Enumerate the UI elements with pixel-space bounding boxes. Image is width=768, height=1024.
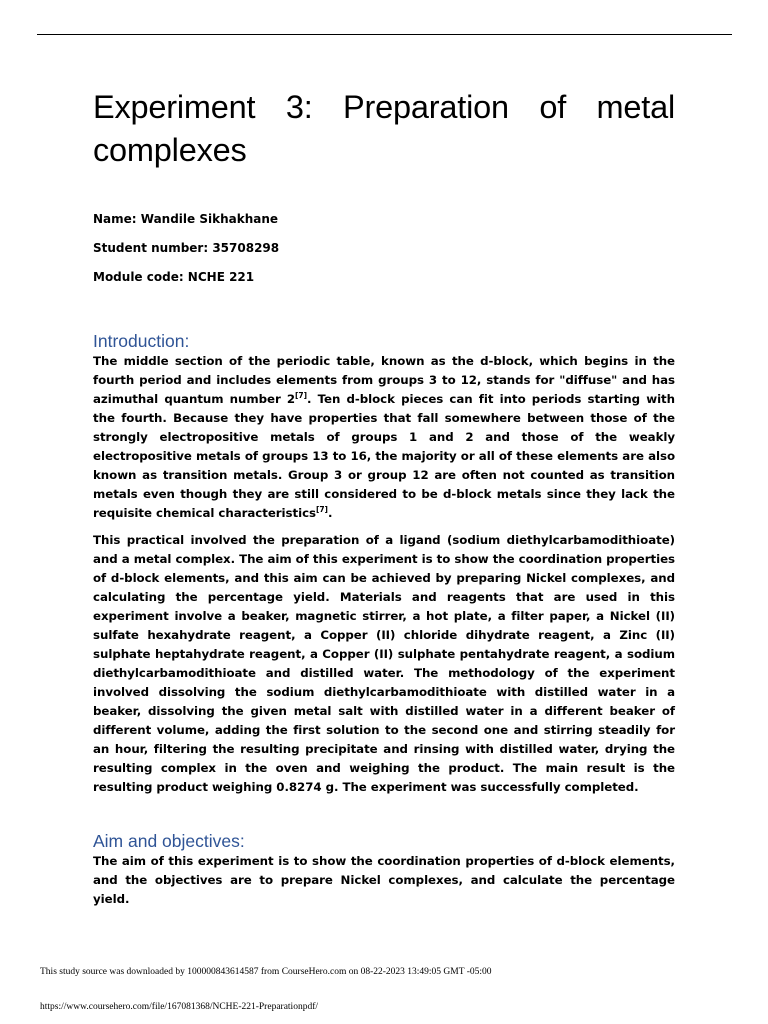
intro-p1-text-a: The middle section of the periodic table, known as the d-block, which begins in the fourth period and includes elements from groups 3 to 12, stands for "diffuse" and has azimuthal quantum number 2	[93, 354, 675, 406]
source-url[interactable]: https://www.coursehero.com/file/167081368/NCHE-221-Preparationpdf/	[40, 1002, 318, 1012]
introduction-paragraph-1	[93, 352, 675, 523]
module-code: Module code: NCHE 221	[93, 270, 255, 284]
introduction-heading: Introduction:	[93, 331, 190, 351]
document-title: Experiment 3: Preparation of metal complexes	[93, 89, 675, 168]
intro-p1-text-b: . Ten d-block pieces can fit into periods starting with the fourth. Because they have properties that fall somewhere between those of the strongly electropositive metals of groups 1 and 2 and those of the weakly electropositive metals of groups 13 to 16, the majority or all of these elements are also known as transition metals. Group 3 or group 12 are often not counted as transition metals even though they are still considered to be d-block metals since they lack the requisite chemical characteristics	[93, 392, 675, 520]
top-rule	[37, 34, 732, 35]
intro-p1-text-c: .	[327, 506, 333, 520]
citation-ref-1: [7]	[295, 391, 307, 401]
aim-paragraph: The aim of this experiment is to show the coordination properties of d-block elements, and the objectives are to prepare Nickel complexes, and calculate the percentage yield.	[93, 854, 675, 906]
download-source-notice: This study source was downloaded by 100000843614587 from CourseHero.com on 08-22-2023 13:49:05 GMT -05:00	[40, 967, 492, 977]
student-number: Student number: 35708298	[93, 241, 280, 255]
aim-heading: Aim and objectives:	[93, 831, 245, 851]
citation-ref-2: [7]	[316, 505, 328, 515]
document-body	[93, 86, 675, 909]
introduction-paragraph-2: This practical involved the preparation of a ligand (sodium diethylcarbamodithioate) and a metal complex. The aim of this experiment is to show the coordination properties of d-block elements, and this aim can be achieved by preparing Nickel complexes, and calculating the percentage yield. Materials and reagents that are used in this experiment involve a beaker, magnetic stirrer, a hot plate, a filter paper, a Nickel (II) sulfate hexahydrate reagent, a Copper (II) chloride dihydrate reagent, a Zinc (II) sulphate heptahydrate reagent, a Copper (II) sulphate pentahydrate reagent, a sodium diethylcarbamodithioate and distilled water. The methodology of the experiment involved dissolving the sodium diethylcarbamodithioate with distilled water in a beaker, dissolving the given metal salt with distilled water in a different beaker of different volume, adding the first solution to the second one and stirring steadily for an hour, filtering the resulting precipitate and rinsing with distilled water, drying the resulting complex in the oven and weighing the product. The main result is the resulting product weighing 0.8274 g. The experiment was successfully completed.	[93, 533, 675, 794]
student-name: Name: Wandile Sikhakhane	[93, 212, 279, 226]
